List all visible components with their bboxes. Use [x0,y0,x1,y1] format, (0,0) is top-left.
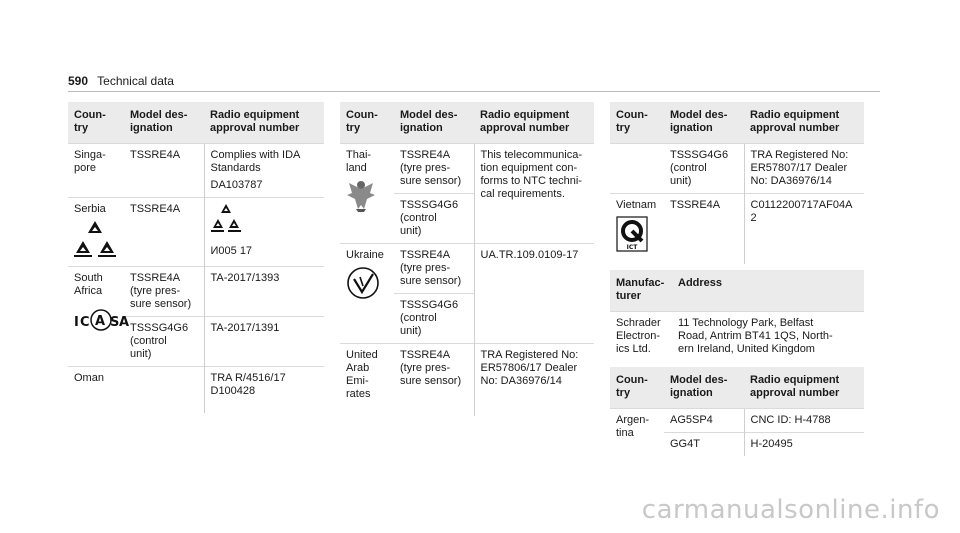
column-2 [340,102,594,416]
approval-uae-2: TRA Registered No: ER57807/17 Dealer No: DA36976/14 [744,144,864,194]
model-singapore: TSSRE4A [124,144,204,198]
site-watermark: carmanualsonline.info [641,495,940,525]
model-argentina-2: GG4T [664,433,744,457]
ukraine-conformity-mark-icon [346,266,380,300]
country-vietnam: Vietnam [616,199,657,211]
serbia-approval-triangles-icon [211,203,241,237]
column-1 [68,102,324,413]
country-singapore: Singa- pore [68,144,124,198]
model-argentina-1: AG5SP4 [664,409,744,433]
country-thailand: Thai- land [346,149,372,174]
header-approval: Radio equipment approval number [474,102,594,144]
header-rule [68,91,880,92]
row-uae [340,344,594,417]
approval-argentina-1: CNC ID: H-4788 [744,409,864,433]
model-thailand-2: TSSSG4G6 (control unit) [394,194,474,244]
model-south-africa-2: TSSSG4G6 (control unit) [124,317,204,367]
model-thailand-1: TSSRE4A (tyre pres- sure sensor) [394,144,474,194]
header-address: Address [672,270,864,312]
row-serbia [68,198,324,267]
approval-oman: TRA R/4516/17 D100428 [204,367,324,414]
row-thailand [340,144,594,194]
approval-singapore: Complies with IDA Standards [210,149,301,174]
svg-text:A: A [119,315,130,330]
approval-singapore-code: DA103787 [210,179,263,191]
svg-text:C: C [80,315,90,330]
approval-argentina-2: H-20495 [744,433,864,457]
approval-table-4 [610,367,864,456]
manufacturer-name: Schrader Electron- ics Ltd. [610,312,672,362]
row-ukraine [340,244,594,294]
vietnam-icon-label: ICT [626,244,638,251]
approval-serbia: И005 17 [210,245,253,257]
icasa-logo-icon [74,302,128,336]
header-country: Coun- try [610,102,664,144]
country-oman: Oman [68,367,124,414]
approval-table-1 [68,102,324,413]
svg-text:I: I [74,315,79,330]
country-serbia: Serbia [74,203,106,215]
header-approval: Radio equipment approval number [204,102,324,144]
row-schrader [610,312,864,362]
approval-thailand: This telecommunica- tion equipment con- forms to NTC techni- cal requirements. [474,144,594,244]
approval-south-africa-1: TA-2017/1393 [204,267,324,317]
header-country: Coun- try [340,102,394,144]
approval-table-3 [610,102,864,264]
manufacturer-table [610,270,864,361]
thai-garuda-emblem-icon [346,179,376,213]
header-country: Coun- try [68,102,124,144]
manufacturer-address: 11 Technology Park, Belfast Road, Antrim BT41 1QS, North- ern Ireland, United Kingdom [672,312,864,362]
model-ukraine-1: TSSRE4A (tyre pres- sure sensor) [394,244,474,294]
svg-text:S: S [110,315,120,330]
approval-uae-1: TRA Registered No: ER57806/17 Dealer No: DA36976/14 [474,344,594,417]
approval-vietnam: C0112200717AF04A 2 [744,194,864,265]
row-south-africa [68,267,324,317]
page-number: 590 [68,74,89,88]
header-model: Model des- ignation [394,102,474,144]
serbia-triangles-icon [74,220,116,258]
header-model: Model des- ignation [664,102,744,144]
row-argentina [610,409,864,433]
approval-ukraine: UA.TR.109.0109-17 [474,244,594,344]
header-country: Coun- try [610,367,664,409]
country-uae: United Arab Emi- rates [340,344,394,417]
header-model: Model des- ignation [664,367,744,409]
vietnam-ict-logo-icon [616,216,648,252]
country-argentina: Argen- tina [610,409,664,457]
row-vietnam [610,194,864,265]
model-uae-2: TSSSG4G6 (control unit) [664,144,744,194]
row-oman [68,367,324,414]
svg-text:A: A [95,314,106,329]
model-uae-1: TSSRE4A (tyre pres- sure sensor) [394,344,474,417]
header-model: Model des- ignation [124,102,204,144]
row-singapore [68,144,324,198]
approval-south-africa-2: TA-2017/1391 [204,317,324,367]
country-south-africa: South Africa [74,272,103,297]
column-3 [610,102,864,456]
approval-table-2 [340,102,594,416]
model-south-africa-1: TSSRE4A (tyre pres- sure sensor) [124,267,204,317]
header-manufacturer: Manufac- turer [610,270,672,312]
model-vietnam: TSSRE4A [664,194,744,265]
header-approval: Radio equipment approval number [744,102,864,144]
model-ukraine-2: TSSSG4G6 (control unit) [394,294,474,344]
row-uae-continued [610,144,864,194]
model-serbia: TSSRE4A [124,198,204,267]
page-header [68,74,174,88]
header-approval: Radio equipment approval number [744,367,864,409]
section-title: Technical data [97,74,174,88]
country-ukraine: Ukraine [346,249,384,261]
